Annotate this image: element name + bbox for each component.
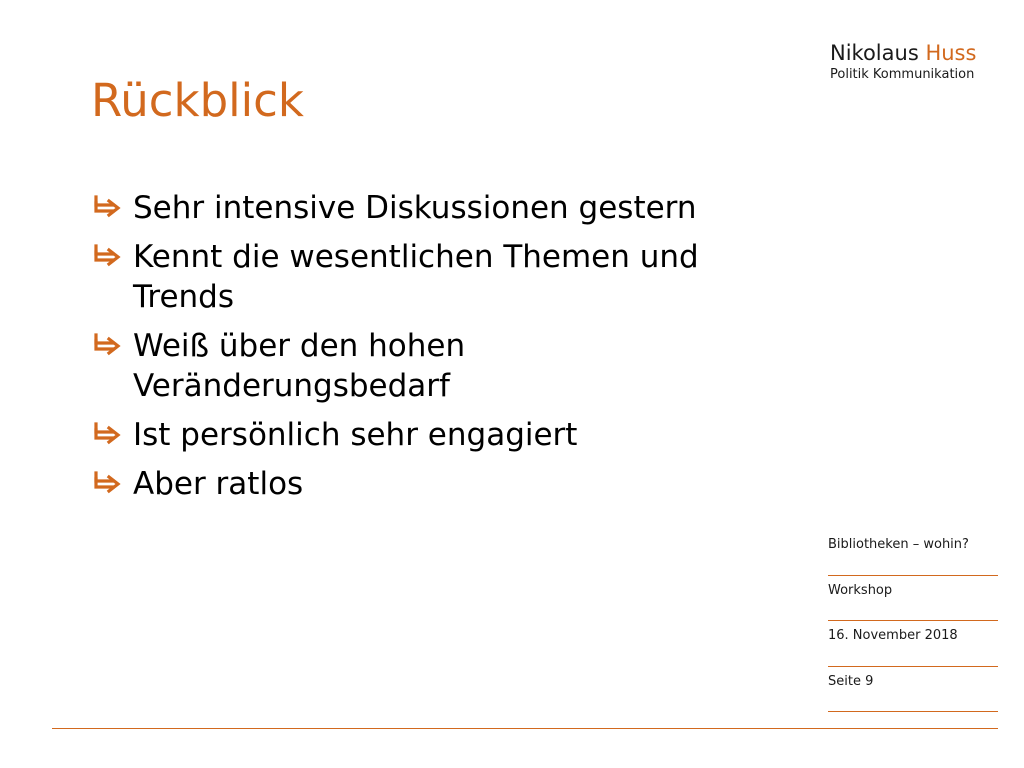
page-number: Seite 9 [828,667,998,713]
brand-name [830,40,976,66]
meta-topic: Bibliotheken – wohin? [828,530,998,576]
bullet-item [91,464,791,504]
meta-date: 16. November 2018 [828,621,998,667]
brand-last-name: Huss [925,41,977,65]
bullet-item [91,237,791,317]
brand-logo [830,40,976,83]
arrow-down-right-icon [91,192,123,224]
bullet-item [91,415,791,455]
bullet-text: Kennt die wesentlichen Themen und Trends [133,239,699,315]
arrow-down-right-icon [91,468,123,500]
arrow-down-right-icon [91,330,123,362]
bullet-text: Weiß über den hohen Veränderungsbedarf [133,328,466,404]
bottom-divider [52,728,998,729]
brand-first-name: Nikolaus [830,41,919,65]
arrow-down-right-icon [91,419,123,451]
brand-subtitle: Politik Kommunikation [830,67,975,82]
bullet-text: Ist persönlich sehr engagiert [133,417,578,453]
arrow-down-right-icon [91,241,123,273]
meta-event: Workshop [828,576,998,622]
bullet-item [91,188,791,228]
bullet-list [91,188,791,513]
slide-title: Rückblick [91,74,304,127]
footer-meta [828,530,998,712]
bullet-text: Sehr intensive Diskussionen gestern [133,190,697,226]
bullet-item [91,326,791,406]
bullet-text: Aber ratlos [133,466,304,502]
